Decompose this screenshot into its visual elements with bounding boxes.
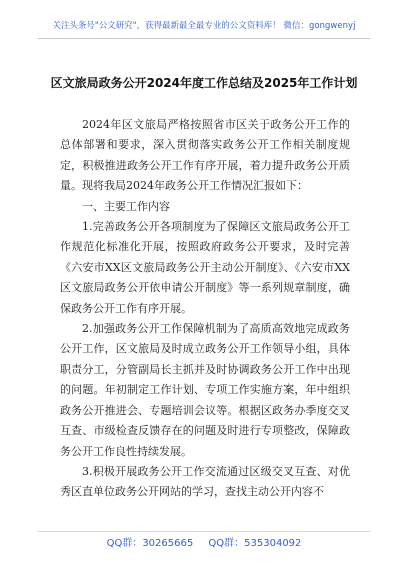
footer-divider <box>38 531 370 532</box>
section-heading: 一、主要工作内容 <box>82 199 170 213</box>
footer-qq-group-1: QQ群：30265665 <box>106 538 194 549</box>
paragraph-item-1: 1.完善政务公开各项制度为了保障区文旅局政务公开工作规范化标准化开展，按照政府政务公开要求，及时完善《六安市XX区文旅局政务公开主动公开制度》、《六安市XX区文旅局政务公开依申请公开制度》等一系列规章制度，确保政务公开工作有序开展。 <box>60 220 350 315</box>
footer-bar <box>0 534 408 549</box>
header-divider <box>38 38 370 39</box>
paragraph-item-2: 2.加强政务公开工作保障机制为了高质高效地完成政务公开工作，区文旅局及时成立政务公开工作领导小组，具体职责分工，分管副局长主抓并及时协调政务公开工作中出现的问题。年初制定工作计划、专项工作实施方案，年中组织政务公开推进会、专题培训会议等。根据区政务办季度交叉互查、市级检查反馈存在的问题及时进行专项整改，保障政务公开工作良性持续发展。 <box>60 322 350 458</box>
footer-qq-group-2: QQ群：535304092 <box>208 538 302 549</box>
header-banner: 关注头条号"公文研究"，获得最新最全最专业的公文资料库！ 微信：gongwenyj <box>52 20 356 30</box>
document-body <box>60 115 350 503</box>
paragraph-item-3: 3.积极开展政务公开工作交流通过区级交叉互查、对优秀区直单位政务公开网站的学习，查找主动公开内容不 <box>60 464 350 499</box>
document-title: 区文旅局政务公开2024年度工作总结及2025年工作计划 <box>50 76 358 90</box>
paragraph-intro: 2024年区文旅局严格按照省市区关于政务公开工作的总体部署和要求，深入贯彻落实政务公开工作相关制度规定，积极推进政务公开工作有序开展，着力提升政务公开质量。现将我局2024年政务公开工作情况汇报如下： <box>60 118 350 193</box>
